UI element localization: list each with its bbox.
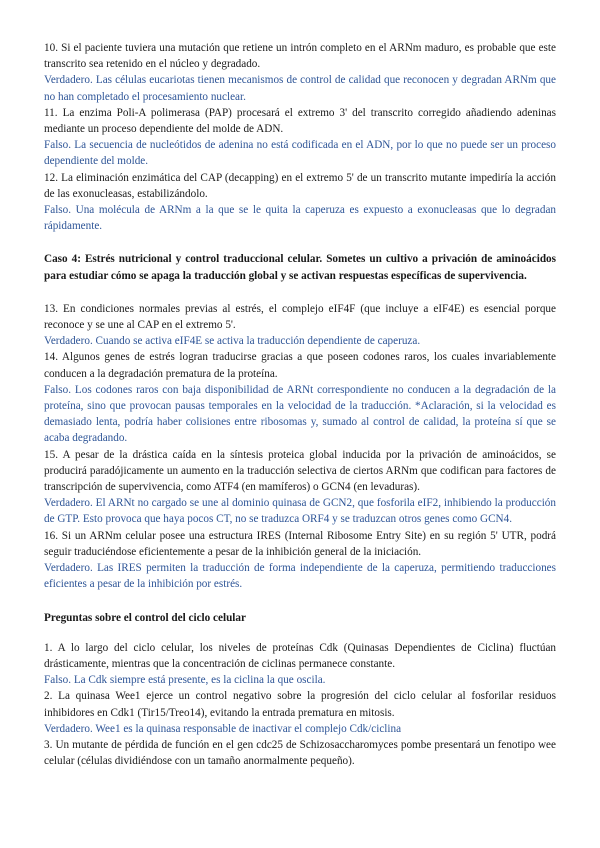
case-4-heading: Caso 4: Estrés nutricional y control traduccional celular. Sometes un cultivo a privación de aminoácidos para estudiar cómo se apaga la traducción global y se activan respuestas específicas de supervivencia. <box>44 253 556 282</box>
answer-16: Verdadero. Las IRES permiten la traducción de forma independiente de la caperuza, permitiendo traducciones eficientes a pesar de la inhibición por estrés. <box>44 562 556 591</box>
cc-question-3: 3. Un mutante de pérdida de función en el gen cdc25 de Schizosaccharomyces pombe presentará un fenotipo wee celular (células dividiéndose con un tamaño anormalmente pequeño). <box>44 738 556 768</box>
question-15: 15. A pesar de la drástica caída en la síntesis proteica global inducida por la privación de aminoácidos, se producirá paradójicamente un aumento en la traducción selectiva de ciertos ARNm que codifican para factores de transcripción de supervivencia, como ATF4 (en mamíferos) o GCN4 (en levaduras). <box>44 448 556 494</box>
question-10: 10. Si el paciente tuviera una mutación que retiene un intrón completo en el ARNm maduro, es probable que este transcrito sea retenido en el núcleo y degradado. <box>44 42 556 71</box>
cc-question-1: 1. A lo largo del ciclo celular, los niveles de proteínas Cdk (Quinasas Dependientes de Ciclina) fluctúan drásticamente, mientras que la concentración de ciclinas permanece constante. <box>44 641 556 670</box>
answer-11: Falso. La secuencia de nucleótidos de adenina no está codificada en el ADN, por lo que no puede ser un proceso dependiente del molde. <box>44 139 556 168</box>
question-16: 16. Si un ARNm celular posee una estructura IRES (Internal Ribosome Entry Site) en su región 5' UTR, podrá seguir traduciéndose eficientemente a pesar de la inhibición general de la iniciación. <box>44 529 556 558</box>
question-13: 13. En condiciones normales previas al estrés, el complejo eIF4F (que incluye a eIF4E) es esencial porque reconoce y se une al CAP en el extremo 5'. <box>44 302 556 332</box>
cc-answer-1: Falso. La Cdk siempre está presente, es la ciclina la que oscila. <box>44 674 326 687</box>
spacer <box>44 284 556 301</box>
spacer <box>44 593 556 610</box>
spacer <box>44 234 556 251</box>
question-14: 14. Algunos genes de estrés logran traducirse gracias a que poseen codones raros, los cuales invariablemente conducen a la degradación prematura de la proteína. <box>44 351 556 380</box>
answer-12: Falso. Una molécula de ARNm a la que se le quita la caperuza es expuesto a exonucleasas que lo degradan rápidamente. <box>44 204 556 233</box>
question-11: 11. La enzima Poli-A polimerasa (PAP) procesará el extremo 3' del transcrito corregido añadiendo adeninas mediante un proceso dependiente del molde de ADN. <box>44 106 556 136</box>
answer-13: Verdadero. Cuando se activa eIF4E se activa la traducción dependiente de caperuza. <box>44 335 421 348</box>
answer-10: Verdadero. Las células eucariotas tienen mecanismos de control de calidad que reconocen y degradan ARNm que no han completado el procesamiento nuclear. <box>44 74 556 103</box>
cc-answer-2: Verdadero. Wee1 es la quinasa responsable de inactivar el complejo Cdk/ciclina <box>44 722 402 735</box>
spacer <box>44 626 556 640</box>
cell-cycle-section-title: Preguntas sobre el control del ciclo celular <box>44 611 246 624</box>
question-12: 12. La eliminación enzimática del CAP (decapping) en el extremo 5' de un transcrito mutante impediría la acción de las exonucleasas, estabilizándolo. <box>44 171 556 200</box>
answer-15: Verdadero. El ARNt no cargado se une al dominio quinasa de GCN2, que fosforila eIF2, inhibiendo la producción de GTP. Esto provoca que haya pocos CT, no se traduzca ORF4 y se traduzcan otros genes como GCN4. <box>44 497 556 526</box>
answer-14: Falso. Los codones raros con baja disponibilidad de ARNt correspondiente no conducen a la degradación de la proteína, sino que provocan pausas temporales en la velocidad de la traducción. *Aclaración, si la velocidad es demasiado lenta, podría haber colisiones entre ribosomas y, sumado al control de calidad, la proteína sí que se acaba degradando. <box>44 383 556 445</box>
cc-question-2: 2. La quinasa Wee1 ejerce un control negativo sobre la progresión del ciclo celular al fosforilar residuos inhibidores en Cdk1 (Tir15/Treo14), evitando la entrada prematura en mitosis. <box>44 690 556 719</box>
